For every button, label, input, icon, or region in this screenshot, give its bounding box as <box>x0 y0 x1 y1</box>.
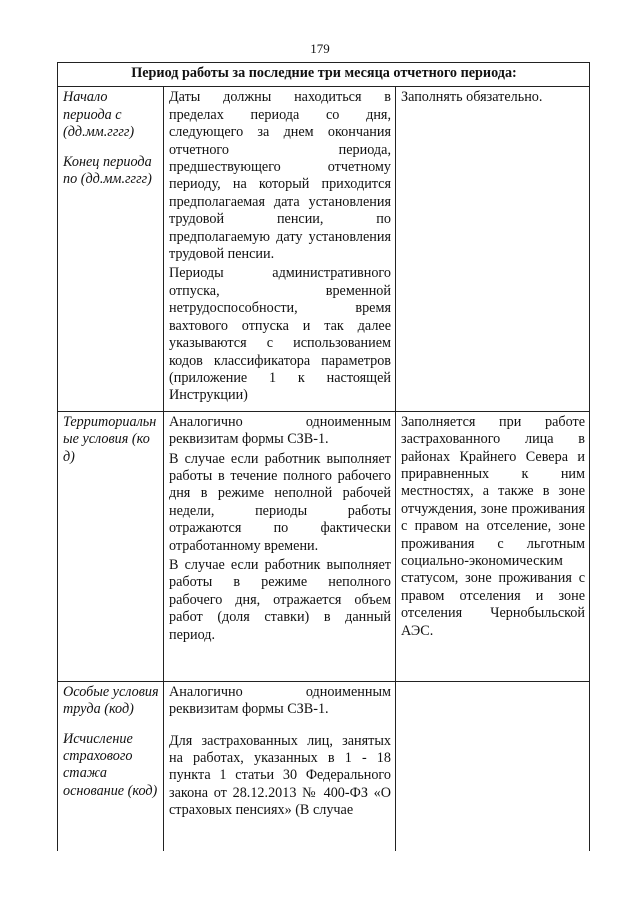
field-label: Начало периода с (дд.мм.гггг) <box>63 89 135 141</box>
table-header: Период работы за последние три месяца отчетного периода: <box>58 63 590 87</box>
description-text: Для застрахованных лиц, занятых на работах, указанных в 1 - 18 пункта 1 статьи 30 Федерального закона от 28.12.2013 № 400-ФЗ «О страховых пенсиях» (В случае <box>169 732 391 819</box>
description-text: Даты должны находиться в пределах периода со дня, следующего за днем окончания отчетного периода, предшествующего отчетному периоду, на который приходится предполагаемая дата установления трудовой пенсии, по предполагаемую дату установления трудовой пенсии. <box>169 89 391 263</box>
table-row <box>58 87 590 411</box>
table-row <box>58 411 590 681</box>
field-cell <box>58 411 164 681</box>
page-number: 179 <box>310 41 330 56</box>
description-text: В случае если работник выполняет работы в режиме неполного рабочего дня, отражается объем работ (доля ставки) в данный период. <box>169 556 391 643</box>
description-text: Аналогично одноименным реквизитам формы СЗВ-1. <box>169 683 391 718</box>
note-cell <box>396 681 590 851</box>
note-text: Заполнять обязательно. <box>401 89 543 106</box>
field-cell <box>58 681 164 851</box>
field-label: Территориальные условия (код) <box>63 413 157 465</box>
table-header-row <box>58 63 590 87</box>
description-cell <box>164 681 396 851</box>
description-text: Аналогично одноименным реквизитам формы СЗВ-1. <box>169 413 391 448</box>
field-label: Исчисление страхового стажа основание (код) <box>63 730 158 799</box>
description-cell <box>164 87 396 411</box>
document-table <box>57 62 590 851</box>
table-row <box>58 681 590 851</box>
description-cell <box>164 411 396 681</box>
field-cell <box>58 87 164 411</box>
field-label: Конец периода по (дд.мм.гггг) <box>63 153 152 188</box>
description-text: Периоды административного отпуска, временной нетрудоспособности, время вахтового отпуска и так далее указываются с использованием кодов классификатора параметров (приложение 1 к настоящей Инструкции) <box>169 265 391 404</box>
description-text: В случае если работник выполняет работы в течение полного рабочего дня в режиме неполной рабочей недели, периоды работы отражаются по фактически отработанному времени. <box>169 450 391 554</box>
note-text: Заполняется при работе застрахованного лица в районах Крайнего Севера и приравненных к ним местностях, а также в зоне отчуждения, зоне проживания с правом на отселение, зоне проживания с льготным социально-экономическим статусом, зоне проживания с правом отселения и зоне отселения Чернобыльской АЭС. <box>401 413 585 639</box>
note-cell <box>396 87 590 411</box>
field-label: Особые условия труда (код) <box>63 683 159 718</box>
note-cell <box>396 411 590 681</box>
